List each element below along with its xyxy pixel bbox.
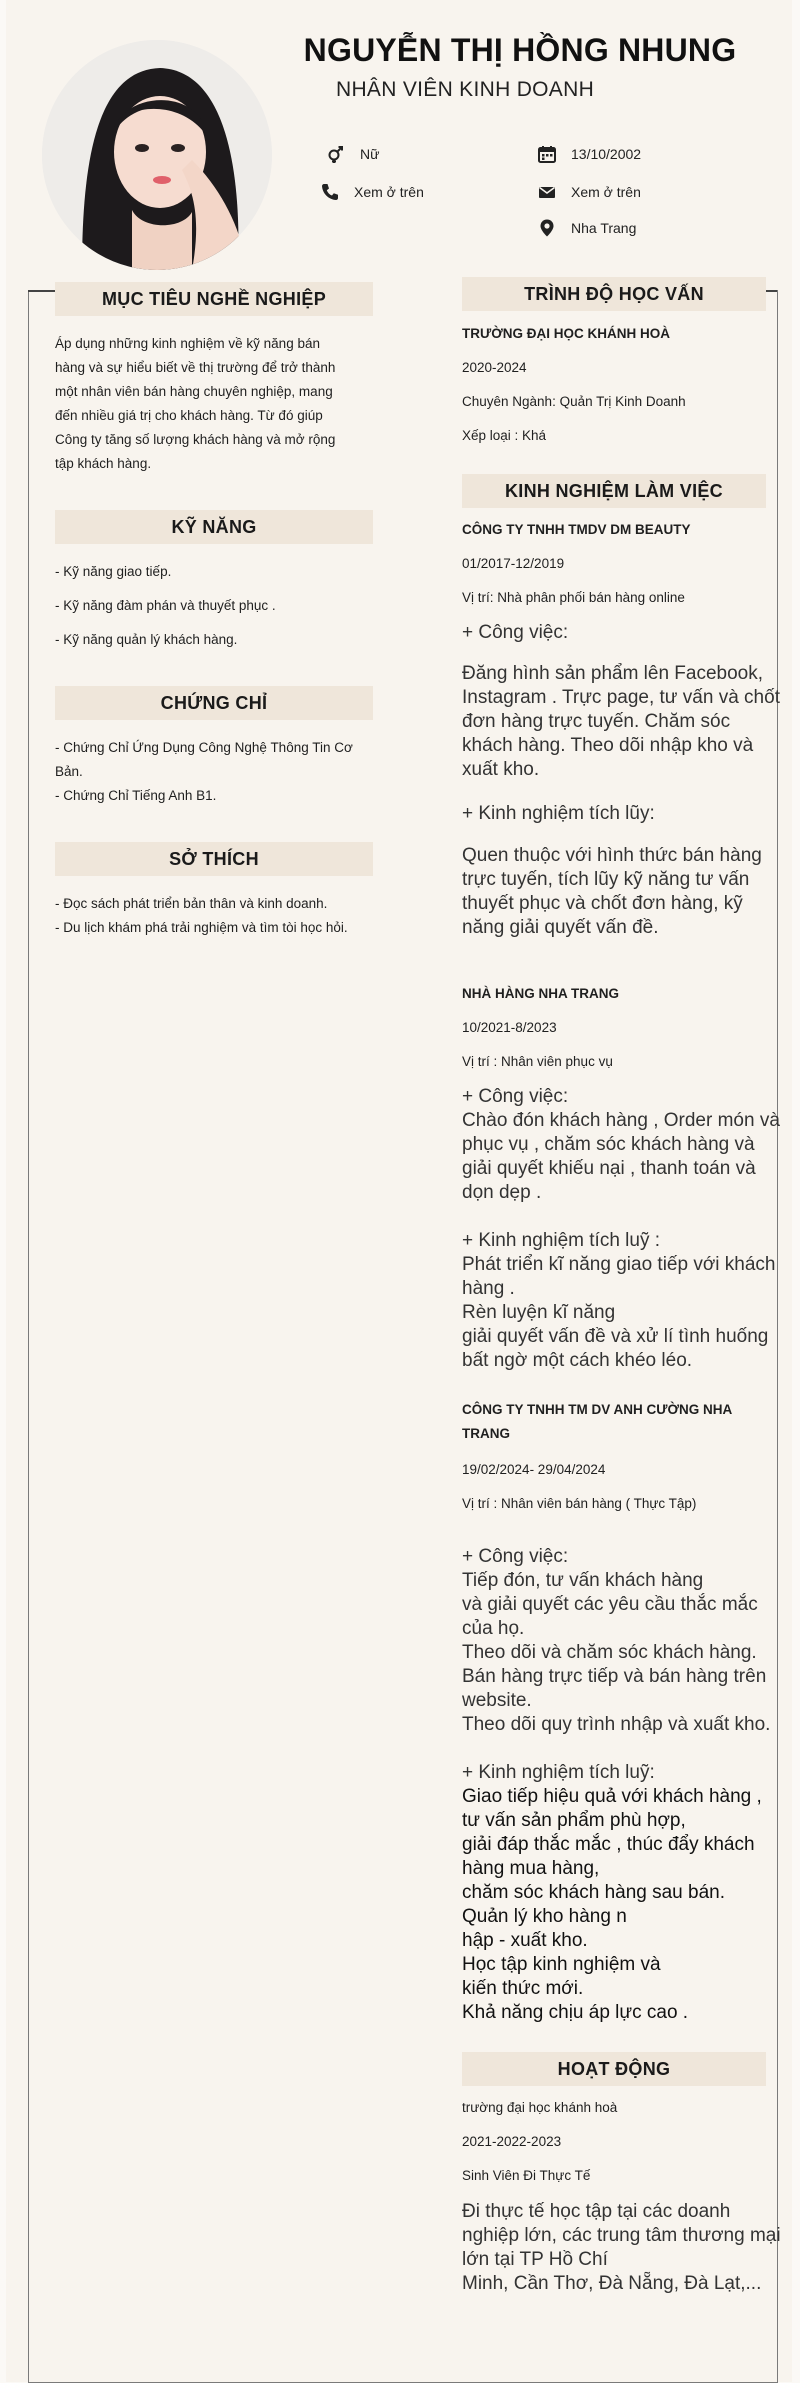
calendar-icon [537, 144, 557, 164]
email-icon [537, 182, 557, 202]
job-tasks: Chào đón khách hàng , Order món và phục vụ , chăm sóc khách hàng và giải quyết khiếu nại , thanh toán và dọn dẹp . [462, 1110, 780, 1203]
candidate-role: NHÂN VIÊN KINH DOANH [336, 78, 595, 101]
avatar [42, 40, 272, 270]
job-experience: Phát triển kĩ năng giao tiếp với khách hàng . Rèn luyện kĩ năng giải quyết vấn đề và xử lí tình huống bất ngờ một cách khéo léo. [462, 1254, 776, 1371]
hobbies-text: - Đọc sách phát triển bản thân và kinh doanh. - Du lịch khám phá trải nghiệm và tìm tòi học hỏi. [55, 896, 348, 935]
job-period: 10/2021-8/2023 [462, 1020, 557, 1035]
gender-info [326, 144, 379, 164]
phone-value: Xem ở trên [354, 184, 424, 200]
job-tasks: Đăng hình sản phẩm lên Facebook, Instagram . Trực page, tư vấn và chốt đơn hàng trực tuyến. Chăm sóc khách hàng. Theo dõi nhập kho và xuất kho. [462, 663, 780, 780]
activity-org: trường đại học khánh hoà [462, 2100, 618, 2115]
location-value: Nha Trang [571, 220, 637, 236]
objective-heading: MỤC TIÊU NGHỀ NGHIỆP [55, 282, 373, 316]
job-position: Vị trí : Nhân viên bán hàng ( Thực Tập) [462, 1496, 697, 1511]
job-company: CÔNG TY TNHH TM DV ANH CƯỜNG NHA TRANG [462, 1402, 733, 1441]
job-experience: Quen thuộc với hình thức bán hàng trực tuyến, tích lũy kỹ năng tư vấn thuyết phục và chốt đơn hàng, kỹ năng giải quyết vấn đề. [462, 845, 762, 938]
email-info [537, 182, 641, 202]
experience-heading: KINH NGHIỆM LÀM VIỆC [462, 474, 766, 508]
job-experience-label: + Kinh nghiệm tích lũy: [462, 803, 655, 824]
job-tasks-label: + Công việc: [462, 1546, 569, 1567]
school-years: 2020-2024 [462, 360, 527, 375]
job-period: 01/2017-12/2019 [462, 556, 565, 571]
job-experience-label: + Kinh nghiệm tích luỹ: [462, 1762, 655, 1783]
job-tasks-label: + Công việc: [462, 622, 569, 643]
skill-item: - Kỹ năng giao tiếp. [55, 564, 172, 579]
school-major: Chuyên Ngành: Quản Trị Kinh Doanh [462, 394, 686, 409]
activity-years: 2021-2022-2023 [462, 2134, 562, 2149]
phone-icon [320, 182, 340, 202]
birthday-info [537, 144, 641, 164]
portrait-illustration [42, 40, 272, 270]
education-heading: TRÌNH ĐỘ HỌC VẤN [462, 277, 766, 311]
school-name: TRƯỜNG ĐẠI HỌC KHÁNH HOÀ [462, 326, 670, 341]
location-info [537, 218, 636, 238]
gender-icon [326, 144, 346, 164]
skill-item: - Kỹ năng đàm phán và thuyết phục . [55, 598, 276, 613]
email-value: Xem ở trên [571, 184, 641, 200]
skills-heading: KỸ NĂNG [55, 510, 373, 544]
job-experience-label: + Kinh nghiệm tích luỹ : [462, 1230, 661, 1251]
objective-text: Áp dụng những kinh nghiệm về kỹ năng bán hàng và sự hiểu biết về thị trường để trở thành một nhân viên bán hàng chuyên nghiệp, mang đến nhiều giá trị cho khách hàng. Từ đó giúp Công ty tăng số lượng khách hàng và mở rộng tập khách hàng. [55, 336, 336, 471]
candidate-name: NGUYỄN THỊ HỒNG NHUNG [303, 32, 737, 68]
skill-item: - Kỹ năng quản lý khách hàng. [55, 632, 238, 647]
certificates-text: - Chứng Chỉ Ứng Dụng Công Nghệ Thông Tin Cơ Bản. - Chứng Chỉ Tiếng Anh B1. [55, 740, 353, 803]
frame-accent-left [28, 290, 58, 292]
job-experience: Giao tiếp hiệu quả với khách hàng , tư vấn sản phẩm phù hợp, giải đáp thắc mắc , thúc đẩy khách hàng mua hàng, chăm sóc khách hàng sau bán. Quản lý kho hàng n hập - xuất kho. Học tập kinh nghiệm và kiến thức mới. Khả năng chịu áp lực cao . [462, 1786, 762, 2023]
gender-value: Nữ [360, 146, 380, 162]
phone-info [320, 182, 424, 202]
job-company: NHÀ HÀNG NHA TRANG [462, 986, 619, 1001]
activity-role: Sinh Viên Đi Thực Tế [462, 2168, 591, 2183]
job-company: CÔNG TY TNHH TMDV DM BEAUTY [462, 522, 691, 537]
job-tasks: Tiếp đón, tư vấn khách hàng và giải quyết các yêu cầu thắc mắc của họ. Theo dõi và chăm sóc khách hàng. Bán hàng trực tiếp và bán hàng trên website. Theo dõi quy trình nhập và xuất kho. [462, 1570, 771, 1735]
certificates-heading: CHỨNG CHỈ [55, 686, 373, 720]
job-position: Vị trí: Nhà phân phối bán hàng online [462, 590, 685, 605]
activity-description: Đi thực tế học tập tại các doanh nghiệp lớn, các trung tâm thương mại lớn tại TP Hồ Chí Minh, Cần Thơ, Đà Nẵng, Đà Lạt,... [462, 2201, 781, 2294]
job-tasks-label: + Công việc: [462, 1086, 569, 1107]
hobbies-heading: SỞ THÍCH [55, 842, 373, 876]
frame-accent-right [766, 290, 777, 292]
job-position: Vị trí : Nhân viên phục vụ [462, 1054, 613, 1069]
school-grade: Xếp loại : Khá [462, 428, 547, 443]
activities-heading: HOẠT ĐỘNG [462, 2052, 766, 2086]
birthday-value: 13/10/2002 [571, 146, 642, 162]
job-period: 19/02/2024- 29/04/2024 [462, 1462, 606, 1477]
location-pin-icon [537, 218, 557, 238]
